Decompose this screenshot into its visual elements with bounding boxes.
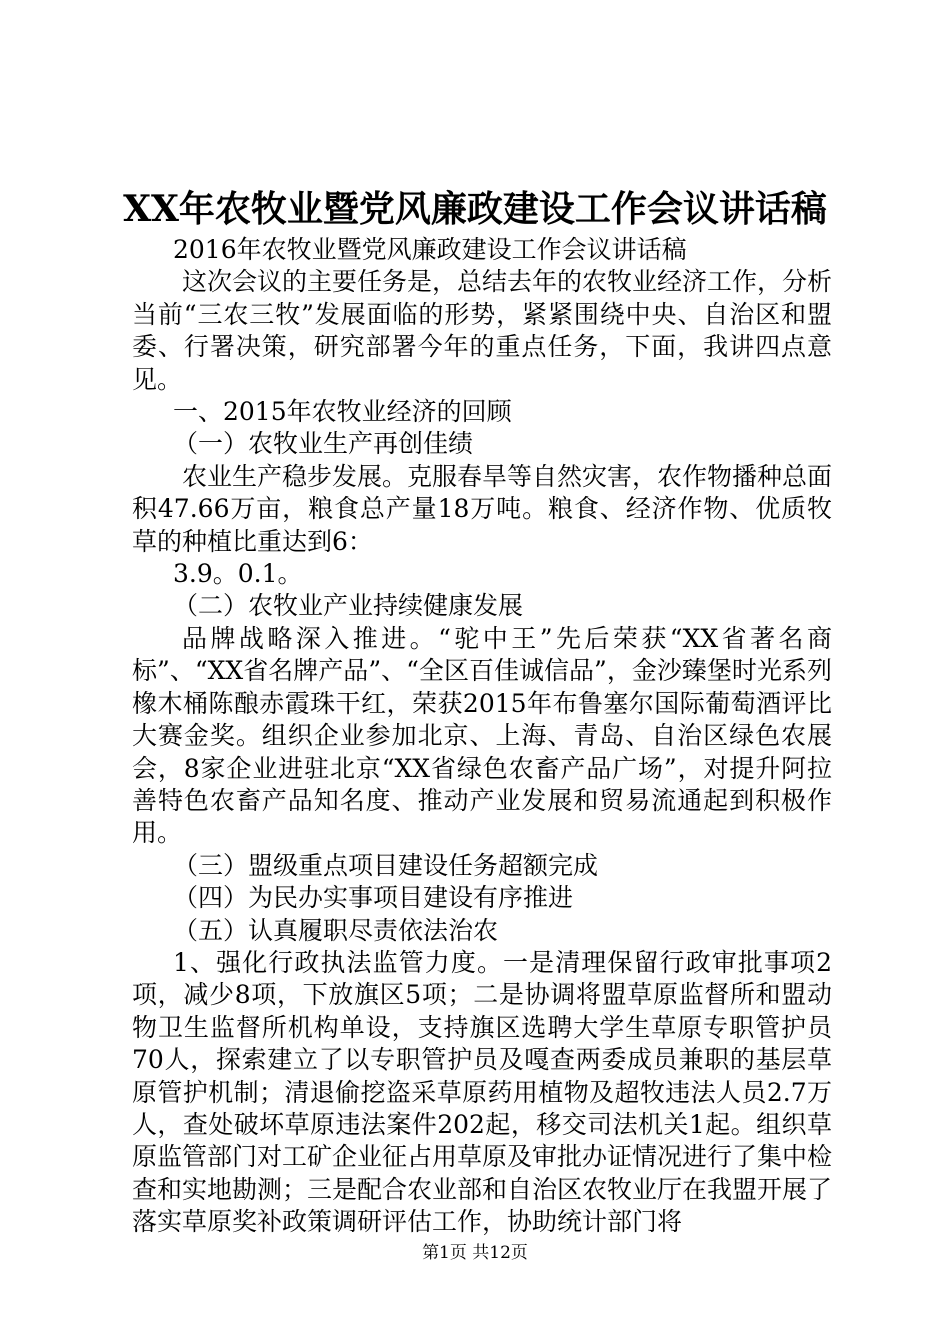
- subsection-heading-2: （二）农牧业产业持续健康发展: [173, 591, 524, 621]
- page-number-footer: 第1页 共12页: [422, 1243, 528, 1263]
- brand-paragraph: 品牌战略深入推进。“驼中王”先后荣获“XX省著名商标”、“XX省名牌产品”、“全区百佳诚信品”，金沙臻堡时光系列橡木桶陈酿赤霞珠干红，荣获2015年布鲁塞尔国际葡萄酒评比大赛金奖。组织企业参加北京、上海、青岛、自治区绿色农展会，8家企业进驻北京“XX省绿色农畜产品广场”，对提升阿拉善特色农畜产品知名度、推动产业发展和贸易流通起到积极作用。: [132, 623, 832, 848]
- subsection-heading-4: （四）为民办实事项目建设有序推进: [173, 883, 574, 913]
- subsection-heading-5: （五）认真履职尽责依法治农: [173, 915, 499, 945]
- intro-paragraph: 这次会议的主要任务是，总结去年的农牧业经济工作，分析当前“三农三牧”发展面临的形势，紧紧围绕中央、自治区和盟委、行署决策，研究部署今年的重点任务，下面，我讲四点意见。: [132, 267, 833, 394]
- enforcement-paragraph: 1、强化行政执法监管力度。一是清理保留行政审批事项2项，减少8项，下放旗区5项；二是协调将盟草原监督所和盟动物卫生监督所机构单设，支持旗区选聘大学生草原专职管护员70人，探索建立了以专职管护员及嘎查两委成员兼职的基层草原管护机制；清退偷挖盗采草原药用植物及超牧违法人员2.7万人，查处破坏草原违法案件202起，移交司法机关1起。组织草原监管部门对工矿企业征占用草原及审批办证情况进行了集中检查和实地勘测；三是配合农业部和自治区农牧业厅在我盟开展了落实草原奖补政策调研评估工作，协助统计部门将: [132, 947, 833, 1237]
- subsection-heading-3: （三）盟级重点项目建设任务超额完成: [173, 850, 599, 880]
- subtitle-paragraph: 2016年农牧业暨党风廉政建设工作会议讲话稿: [173, 235, 687, 264]
- document-title: XX年农牧业暨党风廉政建设工作会议讲话稿: [123, 188, 827, 230]
- document-body: [132, 234, 832, 1239]
- section-heading-1: 一、2015年农牧业经济的回顾: [173, 397, 512, 427]
- subsection-heading-1: （一）农牧业生产再创佳绩: [173, 429, 474, 459]
- ratio-paragraph: 3.9。0.1。: [173, 559, 303, 589]
- agriculture-paragraph: 农业生产稳步发展。克服春旱等自然灾害，农作物播种总面积47.66万亩，粮食总产量18万吨。粮食、经济作物、优质牧草的种植比重达到6：: [132, 461, 833, 556]
